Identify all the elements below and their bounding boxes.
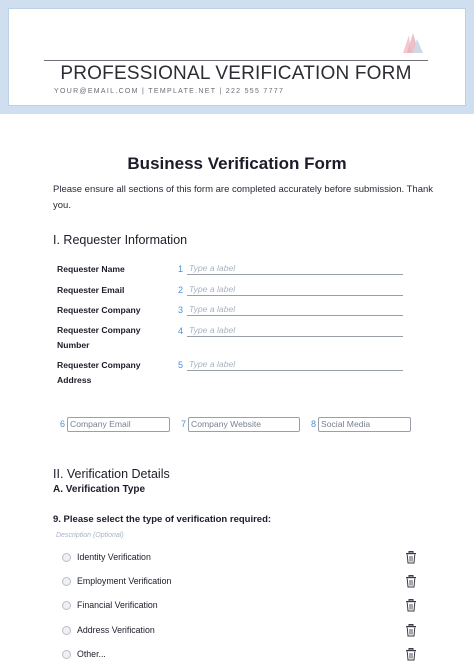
field-number: 7 — [181, 419, 187, 429]
field-label-requester-company-number: Requester Company Number — [57, 325, 141, 350]
social-media-input[interactable]: Social Media — [318, 417, 411, 432]
trash-icon[interactable] — [405, 599, 417, 612]
option-identity-verification[interactable] — [62, 551, 422, 565]
intro-text: Please ensure all sections of this form are completed accurately before submission. Thank you. — [53, 184, 434, 211]
trash-icon[interactable] — [405, 551, 417, 564]
requester-company-input[interactable]: Type a label — [187, 304, 403, 316]
option-label: Other... — [77, 649, 106, 659]
radio-icon[interactable] — [62, 601, 71, 610]
option-label: Address Verification — [77, 625, 155, 635]
requester-company-address-input[interactable]: Type a label — [187, 359, 403, 371]
header-banner — [0, 0, 474, 114]
option-other[interactable] — [62, 648, 422, 662]
form-header-title: PROFESSIONAL VERIFICATION FORM — [44, 60, 428, 85]
section-requester-heading: I. Requester Information — [53, 233, 188, 247]
radio-icon[interactable] — [62, 650, 71, 659]
field-label-requester-company: Requester Company — [57, 305, 141, 315]
company-website-input[interactable]: Company Website — [188, 417, 300, 432]
option-financial-verification[interactable] — [62, 599, 422, 613]
field-number: 3 — [178, 305, 184, 315]
field-number: 6 — [60, 419, 66, 429]
trash-icon[interactable] — [405, 648, 417, 661]
section-verification-heading: II. Verification Details — [53, 467, 170, 481]
trash-icon[interactable] — [405, 575, 417, 588]
radio-icon[interactable] — [62, 553, 71, 562]
company-email-input[interactable]: Company Email — [67, 417, 170, 432]
field-number: 5 — [178, 360, 184, 370]
question-description[interactable]: Description (Optional) — [56, 532, 124, 539]
radio-icon[interactable] — [62, 577, 71, 586]
option-label: Employment Verification — [77, 576, 172, 586]
field-label-requester-email: Requester Email — [57, 285, 125, 295]
option-address-verification[interactable] — [62, 624, 422, 638]
verification-type-subheading: A. Verification Type — [53, 484, 146, 495]
option-label: Identity Verification — [77, 552, 151, 562]
field-number: 2 — [178, 285, 184, 295]
option-label: Financial Verification — [77, 600, 158, 610]
template-logo-icon — [401, 31, 425, 57]
requester-name-input[interactable]: Type a label — [187, 263, 403, 275]
field-label-requester-name: Requester Name — [57, 264, 125, 274]
field-number: 8 — [311, 419, 317, 429]
requester-email-input[interactable]: Type a label — [187, 284, 403, 296]
document-title: Business Verification Form — [127, 154, 347, 173]
question-verification-type: 9. Please select the type of verification required: — [53, 514, 272, 525]
field-label-requester-company-address: Requester Company Address — [57, 360, 141, 385]
option-employment-verification[interactable] — [62, 575, 422, 589]
requester-company-number-input[interactable]: Type a label — [187, 325, 403, 337]
header-contact-line: YOUR@EMAIL.COM | TEMPLATE.NET | 222 555 7777 — [54, 88, 285, 95]
field-number: 1 — [178, 264, 184, 274]
trash-icon[interactable] — [405, 624, 417, 637]
field-number: 4 — [178, 326, 184, 336]
radio-icon[interactable] — [62, 626, 71, 635]
